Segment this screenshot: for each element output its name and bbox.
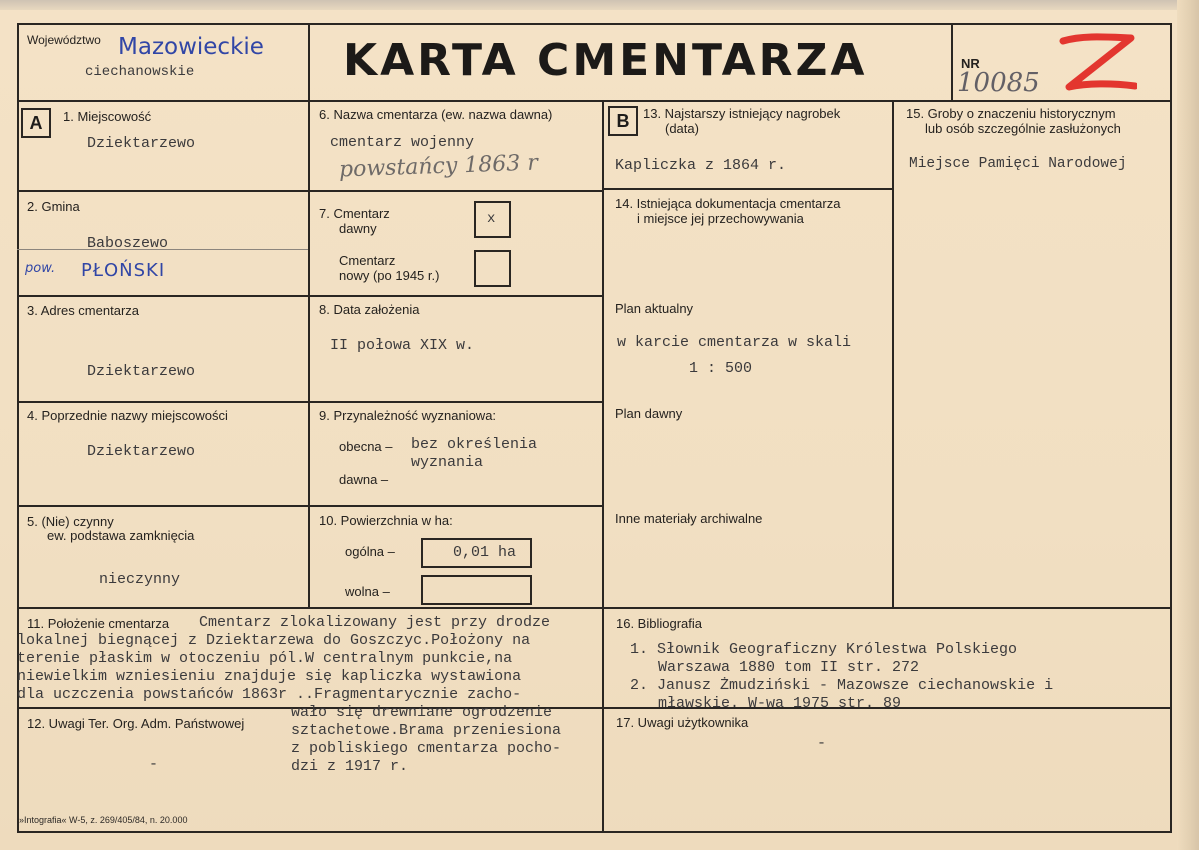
- row-line-5: [17, 607, 1172, 609]
- f4-value: Dziektarzewo: [87, 443, 196, 460]
- f10-ogolna-label: ogólna –: [345, 544, 395, 559]
- frame-left: [17, 23, 19, 833]
- f10-ogolna-value: 0,01 ha: [453, 544, 517, 561]
- f3-label: 3. Adres cmentarza: [27, 303, 139, 318]
- f11-line-6: wało się drewniane ogrodzenie: [291, 704, 553, 721]
- header-bottom: [17, 100, 1172, 102]
- f15-label-1: 15. Groby o znaczeniu historycznym: [906, 106, 1116, 121]
- col-line-2: [602, 100, 604, 833]
- row-line-4: [17, 505, 604, 507]
- row-line-6: [17, 707, 1172, 709]
- nr-value: 10085: [957, 68, 1040, 98]
- wojewodztwo-label: Województwo: [27, 33, 101, 47]
- f1-label: 1. Miejscowość: [63, 109, 152, 124]
- f9-dawna-label: dawna –: [339, 472, 389, 487]
- f10-label: 10. Powierzchnia w ha:: [319, 513, 453, 528]
- printer-imprint: »Intografia« W-5, z. 269/405/84, n. 20.000: [19, 815, 188, 825]
- f11-line-5: dla uczczenia powstańców 1863r ..Fragmentarycznie zacho-: [17, 686, 522, 703]
- f6-value: cmentarz wojenny: [330, 134, 475, 151]
- f16-item-2-cont: mławskie. W-wa 1975 str. 89: [658, 695, 902, 712]
- f2-pow-prefix: pow.: [25, 261, 56, 276]
- section-b-box: B: [608, 106, 638, 136]
- f10-ogolna-box[interactable]: [421, 538, 532, 568]
- f12-label: 12. Uwagi Ter. Org. Adm. Państwowej: [27, 716, 245, 731]
- f6-hand: powstańcy 1863 r: [338, 150, 539, 183]
- f9-obecna-label: obecna –: [339, 439, 393, 454]
- scan-edge-top: [0, 0, 1199, 10]
- f7-dawny-mark: x: [487, 211, 496, 227]
- f5-label-1: 5. (Nie) czynny: [27, 514, 114, 529]
- plan-aktualny-value-1: w karcie cmentarza w skali: [617, 334, 852, 351]
- f6-label: 6. Nazwa cmentarza (ew. nazwa dawna): [319, 107, 553, 122]
- nr-label: NR: [961, 56, 980, 71]
- frame-bottom: [17, 831, 1172, 833]
- f7-dawny: dawny: [339, 221, 377, 236]
- f16-label: 16. Bibliografia: [616, 616, 702, 631]
- row-line-1: [17, 190, 604, 192]
- f11-line-9: dzi z 1917 r.: [291, 758, 409, 775]
- f16-item-2: 2. Janusz Żmudziński - Mazowsze ciechanowskie i: [630, 677, 1054, 694]
- f13-value: Kapliczka z 1864 r.: [615, 157, 787, 174]
- f7-nowy-label-1: Cmentarz: [339, 253, 396, 268]
- row-line-2: [17, 295, 604, 297]
- f5-value: nieczynny: [99, 571, 181, 588]
- f8-value: II połowa XIX w.: [330, 337, 475, 354]
- f1-value: Dziektarzewo: [87, 135, 196, 152]
- f11-line-8: z pobliskiego cmentarza pocho-: [291, 740, 562, 757]
- wojewodztwo-value: Mazowieckie: [118, 34, 264, 60]
- f7-label: 7. Cmentarz: [319, 206, 390, 221]
- f2-value: Baboszewo: [87, 235, 169, 252]
- f14-label-1: 14. Istniejąca dokumentacja cmentarza: [615, 196, 841, 211]
- col-line-1: [308, 23, 310, 608]
- f17-value: -: [817, 735, 827, 752]
- plan-aktualny-label: Plan aktualny: [615, 301, 694, 316]
- red-z-mark: [1057, 31, 1137, 97]
- f5-label-2: ew. podstawa zamknięcia: [47, 528, 195, 543]
- frame-top: [17, 23, 1172, 25]
- f15-value: Miejsce Pamięci Narodowej: [909, 156, 1127, 172]
- frame-right: [1170, 23, 1172, 833]
- f7-nowy-checkbox[interactable]: [474, 250, 511, 287]
- plan-dawny-label: Plan dawny: [615, 406, 683, 421]
- f10-wolna-label: wolna –: [345, 584, 390, 599]
- f16-item-1: 1. Słownik Geograficzny Królestwa Polskiego: [630, 641, 1018, 658]
- f2-label: 2. Gmina: [27, 199, 80, 214]
- f7-nowy-label-2: nowy (po 1945 r.): [339, 268, 440, 283]
- plan-aktualny-value-2: 1 : 500: [689, 360, 753, 377]
- f14-label-2: i miejsce jej przechowywania: [637, 211, 804, 226]
- wojewodztwo-old-value: ciechanowskie: [85, 64, 195, 80]
- section-a-box: A: [21, 108, 51, 138]
- f13-label-1: 13. Najstarszy istniejący nagrobek: [643, 106, 841, 121]
- f15-label-2: lub osób szczególnie zasłużonych: [925, 121, 1121, 136]
- f13-label-2: (data): [665, 121, 699, 136]
- f9-label: 9. Przynależność wyznaniowa:: [319, 408, 497, 423]
- f11-line-1: Cmentarz zlokalizowany jest przy drodze: [199, 614, 551, 631]
- f4-label: 4. Poprzednie nazwy miejscowości: [27, 408, 228, 423]
- f9-obecna-value-2: wyznania: [411, 454, 484, 471]
- f9-obecna-value-1: bez określenia: [411, 436, 538, 453]
- f16-item-1-cont: Warszawa 1880 tom II str. 272: [658, 659, 920, 676]
- form-sheet: [17, 23, 1172, 833]
- f11-line-3: terenie płaskim w otoczeniu pól.W centralnym punkcie,na: [17, 650, 513, 667]
- f3-value: Dziektarzewo: [87, 363, 196, 380]
- header-line-nr: [951, 23, 953, 102]
- f11-label: 11. Położenie cmentarza: [27, 616, 170, 631]
- f12-value: -: [149, 756, 159, 773]
- col-line-3: [892, 100, 894, 608]
- page-title: KARTA CMENTARZA: [343, 35, 868, 86]
- f10-wolna-box[interactable]: [421, 575, 532, 605]
- row-line-b1: [602, 188, 894, 190]
- f11-line-2: lokalnej biegnącej z Dziektarzewa do Goszczyc.Położony na: [17, 632, 531, 649]
- f2-pow-value: PŁOŃSKI: [81, 260, 166, 281]
- inne-materialy-label: Inne materiały archiwalne: [615, 511, 763, 526]
- scan-edge-right: [1177, 0, 1199, 850]
- f7-dawny-checkbox[interactable]: [474, 201, 511, 238]
- f8-label: 8. Data założenia: [319, 302, 420, 317]
- f11-line-7: sztachetowe.Brama przeniesiona: [291, 722, 562, 739]
- f11-line-4: niewielkim wzniesieniu znajduje się kapliczka wystawiona: [17, 668, 522, 685]
- row-line-3: [17, 401, 604, 403]
- f17-label: 17. Uwagi użytkownika: [616, 715, 749, 730]
